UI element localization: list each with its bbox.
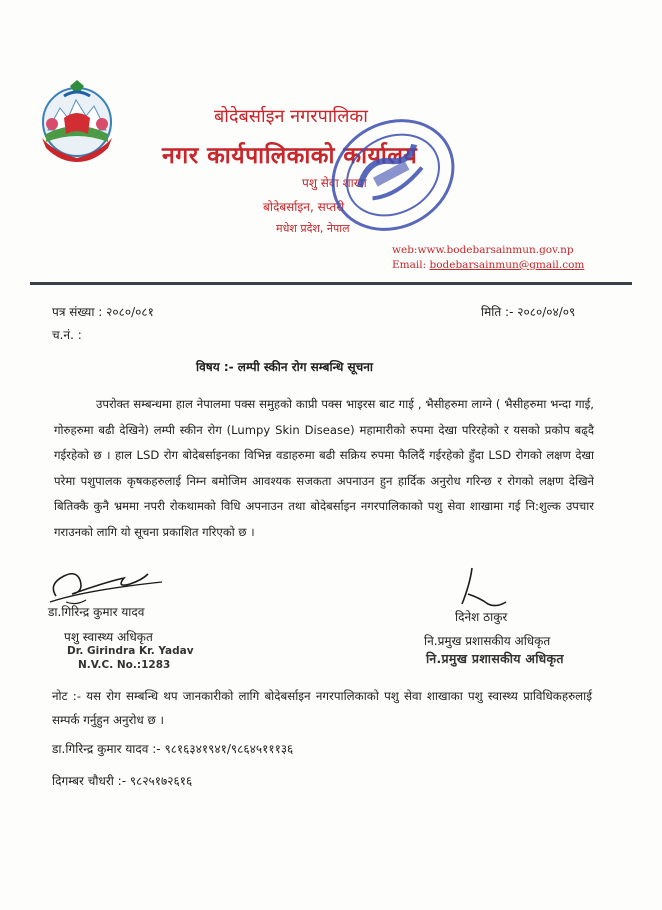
right-signatory-designation: नि.प्रमुख प्रशासकीय अधिकृत	[424, 634, 551, 648]
letter-subject: विषय :- लम्पी स्कीन रोग सम्बन्धि सूचना	[196, 360, 374, 374]
letter-date: मिति :- २०८०/०४/०९	[481, 305, 576, 319]
email-label: Email:	[392, 259, 430, 271]
office-title: नगर कार्यपालिकाको कार्यालय	[162, 142, 418, 169]
left-signatory-nvc-number: N.V.C. No.:1283	[78, 659, 171, 671]
nepal-emblem-logo	[34, 78, 120, 164]
email-address: bodebarsainmun@gmail.com	[429, 259, 585, 271]
reference-number: पत्र संख्या : २०८०/०८१	[52, 305, 154, 319]
website-url: www.bodebarsainmun.gov.np	[417, 244, 574, 256]
website-line	[392, 244, 574, 256]
official-stamp-seal	[318, 100, 468, 250]
left-signatory-designation: पशु स्वास्थ्य अधिकृत	[64, 630, 153, 644]
left-signatory-name: डा.गिरिन्द्र कुमार यादव	[48, 605, 145, 619]
letter-body: उपरोक्त सम्बन्धमा हाल नेपालमा पक्स समुहको काप्री पक्स भाइरस बाट गाई , भैसीहरुमा लाग्ने ( भैसीहरुमा भन्दा गाई, गोरुहरुमा बढी देखिने) लम्पी स्कीन रोग (Lumpy Skin Disease) महामारीको रुपमा देखा परिरहेको र यसको प्रकोप बढ्दै गईरहेको छ । हाल LSD रोग बोदेबर्साइनका विभिन्न वडाहरुमा बढी सक्रिय रुपमा फैलिदैं गईरहेको हुँदा LSD रोगको लक्षण देखा परेमा पशुपालक कृषकहरुलाई निम्न बमोजिम आवश्यक सजकता अपनाउन हुन हार्दिक अनुरोध गरिन्छ र रोगको लक्षण देखिने बितिक्कै कुनै भ्रममा नपरी रोकथामको विधि अपनाउन तथा बोदेबर्साइन नगरपालिकाको पशु सेवा शाखामा गई नि:शुल्क उपचार गराउनको लागि यो सूचना प्रकाशित गरिएको छ ।	[54, 397, 594, 539]
website-label: web:	[392, 244, 418, 256]
branch-name: पशु सेवा शाखा	[302, 176, 367, 190]
left-signature	[46, 562, 166, 606]
province-line: मधेश प्रदेश, नेपाल	[276, 222, 350, 235]
right-signatory-name: दिनेश ठाकुर	[455, 610, 508, 624]
contact-line: दिगम्बर चौधरी :- ९८२५१७२६१६	[52, 774, 193, 788]
email-line	[392, 259, 584, 271]
contact-line: डा.गिरिन्द्र कुमार यादव :- ९८१६३४१९४१/९८६४५१११३६	[52, 742, 294, 756]
office-name: बोदेबर्साइन नगरपालिका	[214, 106, 368, 127]
address-line: बोदेबर्साइन, सप्तरी	[263, 200, 345, 214]
header-divider	[30, 282, 632, 285]
dispatch-number: च.नं. :	[52, 328, 82, 342]
left-signatory-stamp-name: Dr. Girindra Kr. Yadav	[67, 645, 194, 657]
note-text: नोट :- यस रोग सम्बन्धि थप जानकारीको लागि बोदेबर्साइन नगरपालिकाको पशु सेवा शाखाका पशु स्वास्थ्य प्राविधिकहरुलाई सम्पर्क गर्नुहुन अनुरोध छ ।	[52, 689, 592, 727]
right-signatory-stamp: नि.प्रमुख प्रशासकीय अधिकृत	[426, 651, 564, 666]
right-signature	[454, 564, 514, 610]
